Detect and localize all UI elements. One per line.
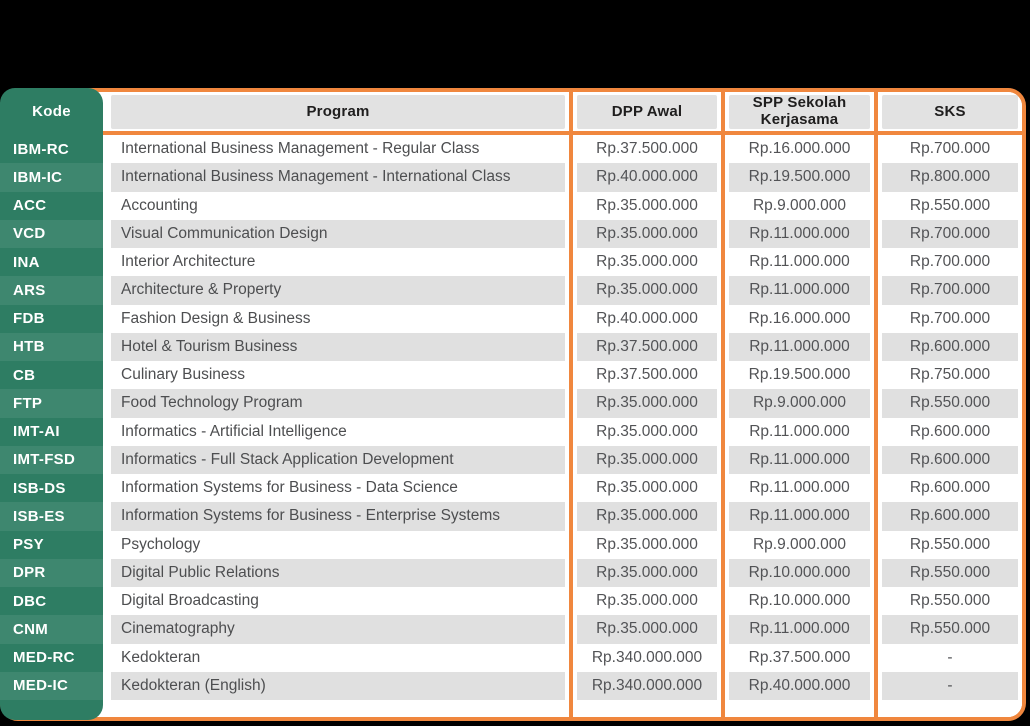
dpp-awal-value: Rp.35.000.000 [596,592,698,610]
kode-cell [0,248,103,276]
spp-cell [725,446,874,474]
spp-cell [725,192,874,220]
program-cell [104,418,569,446]
program-cell [104,163,569,191]
table-row [4,361,1022,389]
kode-value: DPR [13,564,46,582]
table-row [4,305,1022,333]
spp-cell [725,502,874,530]
sks-cell [878,531,1022,559]
sks-value: Rp.700.000 [909,253,991,271]
fees-table [0,88,1026,721]
dpp-awal-value: Rp.40.000.000 [577,163,717,191]
table-row [4,418,1022,446]
table-row [4,531,1022,559]
dpp-awal-cell [573,474,721,502]
kode-cell [0,305,103,333]
spp-value: Rp.10.000.000 [748,592,851,610]
spp-cell [725,361,874,389]
dpp-awal-value: Rp.40.000.000 [596,309,698,327]
program-value: Digital Broadcasting [121,592,259,610]
program-cell [104,361,569,389]
dpp-awal-value: Rp.35.000.000 [577,276,717,304]
dpp-awal-value: Rp.35.000.000 [577,615,717,643]
dpp-awal-cell [573,615,721,643]
program-value: Informatics - Full Stack Application Development [111,446,565,474]
sks-value: Rp.800.000 [882,163,1018,191]
dpp-awal-value: Rp.35.000.000 [596,196,698,214]
sks-value: Rp.700.000 [909,140,991,158]
spp-cell [725,531,874,559]
spp-value: Rp.9.000.000 [752,535,847,553]
footer-dpp-spacer [573,700,721,717]
spp-value: Rp.11.000.000 [729,502,870,530]
spp-cell [725,389,874,417]
sks-cell [878,276,1022,304]
sks-value: Rp.600.000 [909,422,991,440]
spp-cell [725,248,874,276]
spp-value: Rp.11.000.000 [729,615,870,643]
spp-cell [725,672,874,700]
col-header-spp-sekolah-kerjasama [725,92,874,131]
program-cell [104,587,569,615]
kode-cell [0,559,103,587]
kode-cell [0,644,103,672]
program-value: Kedokteran [121,648,201,666]
col-header-program-label: Program [111,95,565,129]
sks-cell [878,418,1022,446]
table-row [4,559,1022,587]
kode-value: ISB-DS [13,479,66,497]
program-cell [104,135,569,163]
spp-cell [725,615,874,643]
kode-cell [0,333,103,361]
footer-program-spacer [104,700,569,717]
sks-value: Rp.550.000 [882,389,1018,417]
table-row [4,192,1022,220]
program-value: Architecture & Property [111,276,565,304]
kode-value: HTB [13,338,45,356]
kode-value: PSY [13,536,44,554]
dpp-awal-cell [573,248,721,276]
program-value: International Business Management - Regular Class [121,140,480,158]
program-value: Information Systems for Business - Enterprise Systems [111,502,565,530]
dpp-awal-value: Rp.35.000.000 [596,479,698,497]
sks-cell [878,474,1022,502]
dpp-awal-value: Rp.37.500.000 [596,140,698,158]
kode-cell [0,502,103,530]
sks-cell [878,163,1022,191]
kode-cell [0,672,103,700]
program-cell [104,389,569,417]
sks-value: Rp.550.000 [882,559,1018,587]
sks-value: - [882,672,1018,700]
dpp-awal-value: Rp.35.000.000 [577,446,717,474]
dpp-awal-value: Rp.340.000.000 [591,648,703,666]
program-cell [104,502,569,530]
kode-cell [0,276,103,304]
col-header-sks [878,92,1022,131]
spp-value: Rp.19.500.000 [748,366,851,384]
kode-column-cells [0,135,103,700]
kode-value: MED-IC [13,677,69,695]
spp-cell [725,276,874,304]
table-row [4,644,1022,672]
table-header-row [4,92,1022,131]
spp-value: Rp.11.000.000 [729,276,870,304]
program-value: Psychology [121,535,201,553]
program-value: Food Technology Program [111,389,565,417]
sks-cell [878,502,1022,530]
table-row [4,672,1022,700]
dpp-awal-cell [573,587,721,615]
dpp-awal-value: Rp.37.500.000 [577,333,717,361]
spp-value: Rp.11.000.000 [749,422,850,440]
dpp-awal-value: Rp.35.000.000 [577,559,717,587]
kode-value: ACC [13,197,47,215]
program-value: Culinary Business [121,366,246,384]
dpp-awal-cell [573,192,721,220]
program-cell [104,220,569,248]
dpp-awal-cell [573,276,721,304]
dpp-awal-cell [573,531,721,559]
spp-value: Rp.11.000.000 [729,333,870,361]
sks-cell [878,389,1022,417]
program-value: Digital Public Relations [111,559,565,587]
program-cell [104,615,569,643]
dpp-awal-cell [573,446,721,474]
spp-cell [725,163,874,191]
sks-cell [878,305,1022,333]
kode-cell [0,615,103,643]
sks-value: Rp.700.000 [882,220,1018,248]
col-header-kode: Kode [32,102,71,120]
kode-cell [0,361,103,389]
sks-cell [878,446,1022,474]
spp-value: Rp.11.000.000 [749,253,850,271]
footer-spp-spacer [725,700,874,717]
kode-cell [0,135,103,163]
program-cell [104,192,569,220]
sks-value: Rp.750.000 [909,366,991,384]
kode-value: INA [13,253,40,271]
spp-value: Rp.9.000.000 [752,196,847,214]
sks-value: Rp.550.000 [909,592,991,610]
spp-value: Rp.16.000.000 [748,140,851,158]
sks-cell [878,559,1022,587]
kode-value: VCD [13,225,46,243]
table-row [4,587,1022,615]
kode-column [0,88,103,720]
kode-value: IMT-AI [13,423,60,441]
program-value: Informatics - Artificial Intelligence [121,422,347,440]
sks-value: Rp.700.000 [909,309,991,327]
program-value: Information Systems for Business - Data Science [121,479,458,497]
spp-value: Rp.16.000.000 [748,309,851,327]
kode-cell [0,474,103,502]
sks-cell [878,361,1022,389]
sks-cell [878,248,1022,276]
col-header-sks-label: SKS [882,95,1018,129]
table-row [4,220,1022,248]
sks-cell [878,587,1022,615]
table-row [4,389,1022,417]
sks-value: Rp.700.000 [882,276,1018,304]
dpp-awal-value: Rp.35.000.000 [577,502,717,530]
dpp-awal-cell [573,135,721,163]
table-row [4,135,1022,163]
program-cell [104,305,569,333]
kode-cell [0,389,103,417]
kode-cell [0,163,103,191]
spp-value: Rp.11.000.000 [729,446,870,474]
dpp-awal-cell [573,361,721,389]
dpp-awal-value: Rp.35.000.000 [596,422,698,440]
col-header-dpp-awal-label: DPP Awal [577,95,717,129]
sks-value: Rp.550.000 [882,615,1018,643]
program-cell [104,531,569,559]
spp-cell [725,220,874,248]
sks-cell [878,615,1022,643]
dpp-awal-value: Rp.35.000.000 [596,535,698,553]
program-cell [104,333,569,361]
dpp-awal-value: Rp.35.000.000 [596,253,698,271]
sks-cell [878,333,1022,361]
program-value: Interior Architecture [121,253,256,271]
table-row [4,248,1022,276]
program-cell [104,276,569,304]
program-cell [104,248,569,276]
spp-cell [725,587,874,615]
dpp-awal-cell [573,333,721,361]
kode-cell [0,587,103,615]
sks-cell [878,220,1022,248]
dpp-awal-value: Rp.37.500.000 [596,366,698,384]
dpp-awal-cell [573,502,721,530]
dpp-awal-cell [573,418,721,446]
kode-value: DBC [13,592,47,610]
dpp-awal-cell [573,163,721,191]
kode-value: IBM-RC [13,140,69,158]
sks-cell [878,672,1022,700]
spp-cell [725,135,874,163]
sks-value: Rp.600.000 [882,502,1018,530]
kode-value: ARS [13,281,46,299]
kode-value: CB [13,366,36,384]
table-row [4,615,1022,643]
kode-value: FTP [13,394,43,412]
kode-value: MED-RC [13,649,75,667]
table-row [4,163,1022,191]
spp-value: Rp.9.000.000 [729,389,870,417]
kode-cell [0,418,103,446]
sks-cell [878,192,1022,220]
dpp-awal-cell [573,672,721,700]
spp-value: Rp.19.500.000 [729,163,870,191]
program-cell [104,644,569,672]
program-value: Accounting [121,196,198,214]
table-row [4,276,1022,304]
spp-cell [725,474,874,502]
program-value: Cinematography [111,615,565,643]
spp-value: Rp.10.000.000 [729,559,870,587]
sks-value: Rp.550.000 [909,196,991,214]
kode-cell [0,446,103,474]
program-value: Visual Communication Design [111,220,565,248]
sks-value: Rp.550.000 [909,535,991,553]
spp-cell [725,418,874,446]
sks-cell [878,135,1022,163]
table-body [4,135,1022,700]
sks-value: - [947,648,953,666]
sks-value: Rp.600.000 [882,333,1018,361]
kode-cell [0,192,103,220]
spp-value: Rp.37.500.000 [748,648,851,666]
program-value: International Business Management - International Class [111,163,565,191]
col-header-dpp-awal [573,92,721,131]
sks-value: Rp.600.000 [882,446,1018,474]
program-value: Hotel & Tourism Business [111,333,565,361]
col-header-program [104,92,569,131]
footer-sks-spacer [878,700,1022,717]
table-footer-row [4,700,1022,717]
program-value: Fashion Design & Business [121,309,311,327]
program-cell [104,559,569,587]
spp-value: Rp.11.000.000 [729,220,870,248]
dpp-awal-cell [573,644,721,672]
col-header-spp-label: SPP Sekolah Kerjasama [729,95,870,129]
spp-cell [725,644,874,672]
kode-value: ISB-ES [13,507,65,525]
dpp-awal-value: Rp.340.000.000 [577,672,717,700]
dpp-awal-cell [573,220,721,248]
spp-value: Rp.11.000.000 [749,479,850,497]
kode-cell [0,220,103,248]
spp-cell [725,559,874,587]
spp-cell [725,305,874,333]
kode-value: IBM-IC [13,168,63,186]
table-row [4,333,1022,361]
program-cell [104,672,569,700]
program-value: Kedokteran (English) [111,672,565,700]
spp-cell [725,333,874,361]
program-cell [104,446,569,474]
program-cell [104,474,569,502]
table-row [4,502,1022,530]
kode-cell [0,531,103,559]
dpp-awal-cell [573,389,721,417]
table-row [4,474,1022,502]
kode-value: CNM [13,620,49,638]
dpp-awal-cell [573,305,721,333]
sks-value: Rp.600.000 [909,479,991,497]
dpp-awal-value: Rp.35.000.000 [577,220,717,248]
kode-value: IMT-FSD [13,451,76,469]
dpp-awal-cell [573,559,721,587]
table-row [4,446,1022,474]
dpp-awal-value: Rp.35.000.000 [577,389,717,417]
kode-value: FDB [13,310,45,328]
sks-cell [878,644,1022,672]
spp-value: Rp.40.000.000 [729,672,870,700]
